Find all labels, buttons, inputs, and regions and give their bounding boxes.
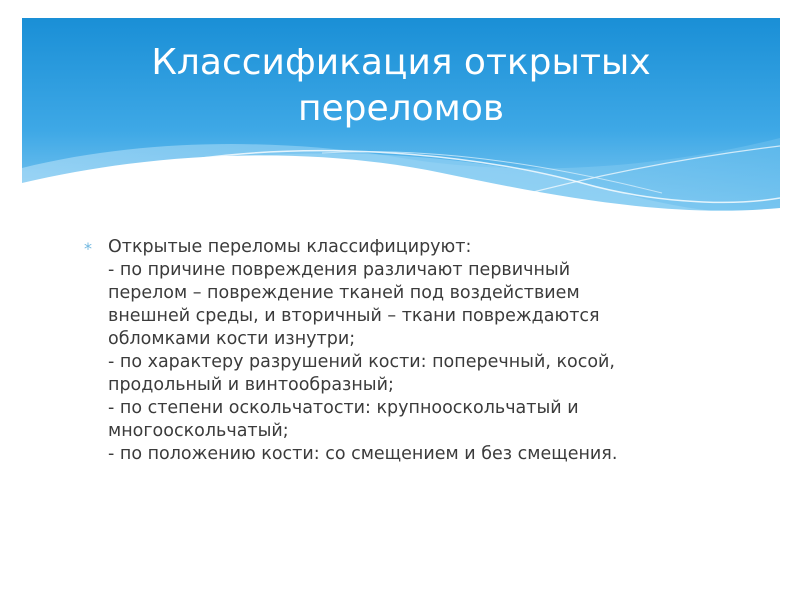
slide-title-line-2: переломов [297,88,505,129]
bullet-line: - по причине повреждения различают первичный [108,260,571,280]
bullet-line: - по степени оскольчатости: крупнооскольчатый и [108,398,579,418]
bullet-line: многооскольчатый; [108,421,289,441]
bullet-list [84,236,744,466]
bullet-line: - по положению кости: со смещением и без смещения. [108,444,618,464]
bullet-line: продольный и винтообразный; [108,375,394,395]
slide-title [22,40,780,132]
bullet-line: Открытые переломы классифицируют: [108,237,472,257]
bullet-line: перелом – повреждение тканей под воздействием [108,283,580,303]
bullet-item [108,236,744,466]
asterisk-bullet-icon: * [84,239,92,258]
bullet-line: внешней среды, и вторичный – ткани повреждаются [108,306,600,326]
slide-title-line-1: Классификация открытых [151,42,651,83]
bullet-line: обломками кости изнутри; [108,329,356,349]
bullet-line: - по характеру разрушений кости: поперечный, косой, [108,352,615,372]
